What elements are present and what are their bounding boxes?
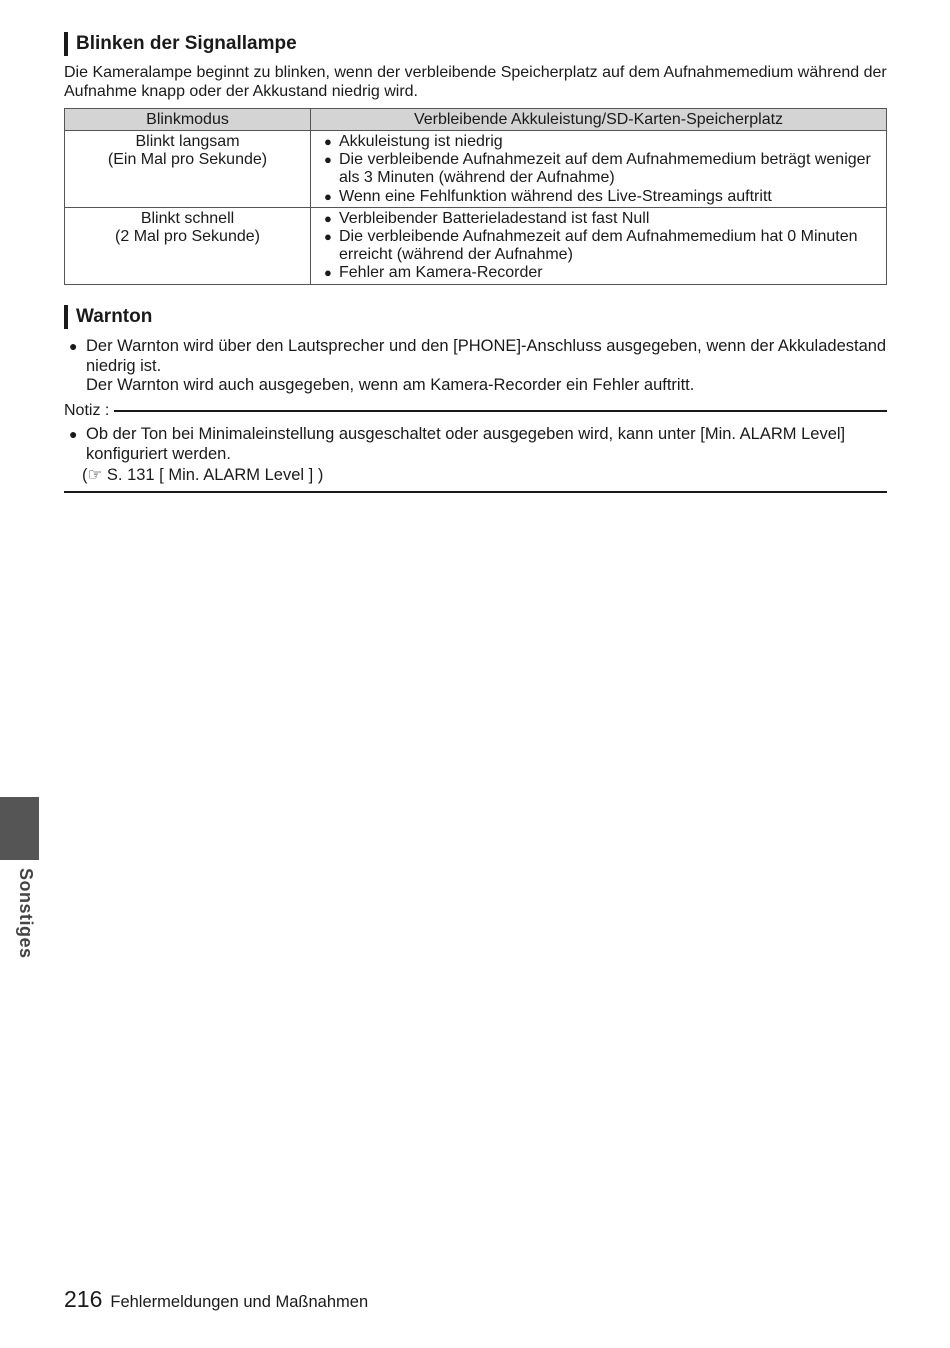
chapter-tab xyxy=(0,797,39,860)
section-heading-warnton: Warnton xyxy=(64,305,152,329)
blink-mode-name: Blinkt schnell xyxy=(140,209,235,227)
page-footer xyxy=(64,1286,368,1313)
note-header xyxy=(64,402,887,420)
list-item xyxy=(323,264,886,282)
blink-mode-rate: (Ein Mal pro Sekunde) xyxy=(107,151,268,169)
note-list xyxy=(64,424,888,464)
section-divider xyxy=(64,491,887,493)
blink-mode-cell xyxy=(65,131,311,208)
condition-list xyxy=(323,133,886,206)
condition-cell xyxy=(311,131,887,208)
bullet-icon: ● xyxy=(324,188,332,204)
bullet-icon: ● xyxy=(324,229,332,245)
page-reference[interactable] xyxy=(82,465,323,485)
footer-title: Fehlermeldungen und Maßnahmen xyxy=(110,1293,369,1311)
condition-cell xyxy=(311,207,887,284)
list-item xyxy=(64,337,888,396)
bullet-icon: ● xyxy=(324,265,332,281)
blink-mode-table xyxy=(64,108,887,285)
list-item xyxy=(323,188,886,206)
blink-mode-cell xyxy=(65,207,311,284)
condition-list xyxy=(323,210,886,283)
list-item xyxy=(64,424,888,464)
chapter-tab-label: Sonstiges xyxy=(16,868,36,959)
bullet-icon: ● xyxy=(324,210,332,226)
list-item-text: Die verbleibende Aufnahmezeit auf dem Aufnahmemedium hat 0 Minuten erreicht (während der Aufnahme) xyxy=(339,228,858,264)
blink-mode-rate: (2 Mal pro Sekunde) xyxy=(115,228,260,246)
list-item-text: Fehler am Kamera-Recorder xyxy=(339,264,543,282)
list-item-text: Die verbleibende Aufnahmezeit auf dem Aufnahmemedium beträgt weniger als 3 Minuten (während der Aufnahme) xyxy=(339,151,871,187)
page-reference-text[interactable]: S. 131 [ Min. ALARM Level ] ) xyxy=(106,466,324,484)
table-header-cell: Verbleibende Akkuleistung/SD-Karten-Speicherplatz xyxy=(311,109,887,131)
bullet-icon: ● xyxy=(324,152,332,168)
list-item-text: Wenn eine Fehlfunktion während des Live-Streamings auftritt xyxy=(339,187,772,205)
warnton-text-2: Der Warnton wird auch ausgegeben, wenn am Kamera-Recorder ein Fehler auftritt. xyxy=(86,376,695,394)
pointing-hand-icon: ☞ xyxy=(87,466,103,484)
ref-open-paren: ( xyxy=(82,466,88,484)
note-divider xyxy=(114,410,887,412)
list-item xyxy=(323,151,886,187)
note-label: Notiz : xyxy=(64,402,110,419)
list-item xyxy=(323,210,886,228)
note-text: Ob der Ton bei Minimaleinstellung ausgeschaltet oder ausgegeben wird, kann unter [Min. ALARM Level] konfiguriert werden. xyxy=(86,425,846,463)
table-row xyxy=(65,207,887,284)
list-item-text: Verbleibender Batterieladestand ist fast Null xyxy=(339,209,650,227)
list-item xyxy=(323,228,886,264)
warnton-list xyxy=(64,337,888,396)
table-header-cell: Blinkmodus xyxy=(65,109,311,131)
intro-paragraph: Die Kameralampe beginnt zu blinken, wenn der verbleibende Speicherplatz auf dem Aufnahmemedium während der Aufnahme knapp oder der Akkustand niedrig wird. xyxy=(64,64,887,100)
page-number: 216 xyxy=(64,1286,103,1312)
bullet-icon: ● xyxy=(69,338,78,354)
blink-mode-name: Blinkt langsam xyxy=(135,133,240,150)
table-row xyxy=(65,131,887,208)
section-heading-blinken: Blinken der Signallampe xyxy=(64,32,297,56)
list-item-text: Akkuleistung ist niedrig xyxy=(339,133,503,150)
bullet-icon: ● xyxy=(324,134,332,149)
bullet-icon: ● xyxy=(69,426,78,442)
table-header-row xyxy=(65,109,887,131)
warnton-text-1: Der Warnton wird über den Lautsprecher und den [PHONE]-Anschluss ausgegeben, wenn der Akkuladestand niedrig ist. xyxy=(86,337,887,375)
list-item xyxy=(323,133,886,151)
